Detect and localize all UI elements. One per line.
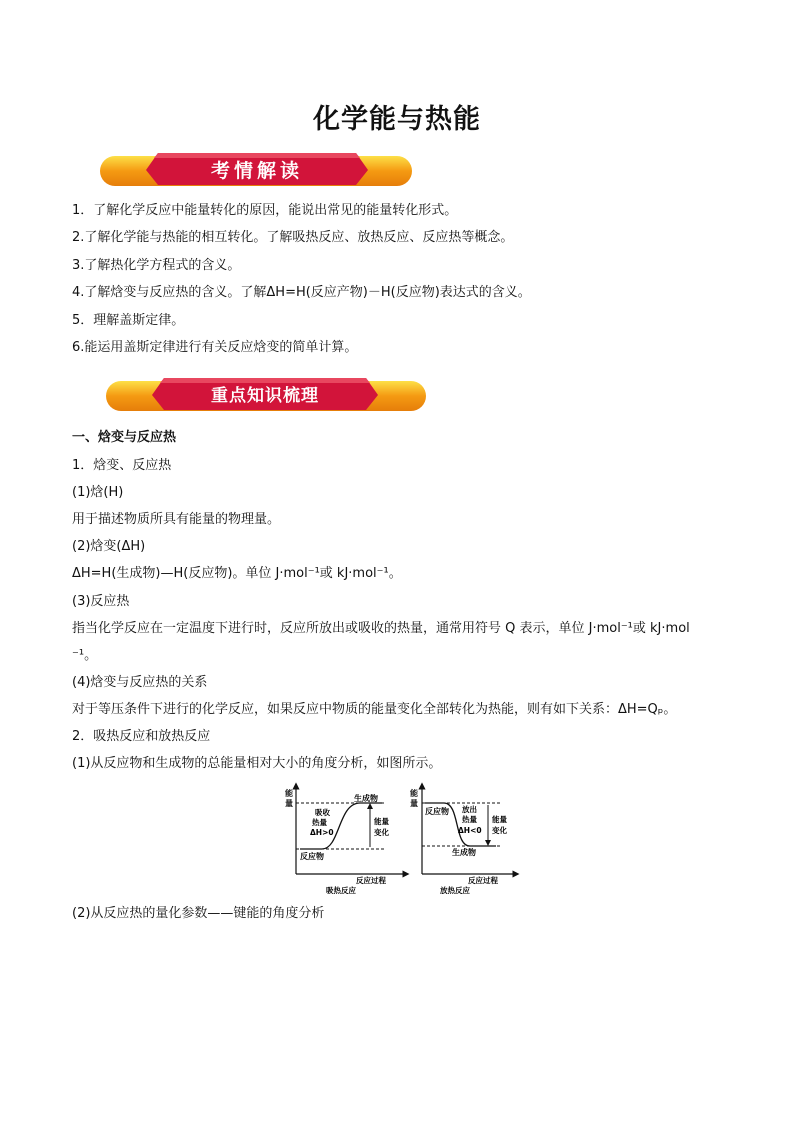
exam-analysis-banner [98,150,414,190]
delta-label: (2)焓变(ΔH) [72,539,146,554]
delta-text: ΔH=H(生成物)—H(反应物)。单位 J·mol⁻¹或 kJ·mol⁻¹。 [72,566,402,581]
objective-4: 4.了解焓变与反应热的含义。了解ΔH=H(反应产物)－H(反应物)表达式的含义。 [72,285,531,300]
exo-x-label: 反应过程 [468,876,498,885]
objective-5: 5．理解盖斯定律。 [72,313,185,328]
endothermic-diagram [285,786,406,894]
key-knowledge-banner [104,375,428,415]
subsection-2: 2．吸热反应和放热反应 [72,729,211,744]
relation-text: 对于等压条件下进行的化学反应，如果反应中物质的能量变化全部转化为热能，则有如下关系：ΔH=Qₚ。 [72,702,677,717]
objective-3: 3.了解热化学方程式的含义。 [72,258,241,273]
exo-release-2: 热量 [462,815,477,824]
energy-diagram [282,782,522,898]
endo-change-1: 能量 [374,817,389,826]
heat-label: (3)反应热 [72,594,130,609]
endo-y-label-1: 能 [285,789,293,798]
exo-y-label-1: 能 [410,789,418,798]
heat-text-1: 指当化学反应在一定温度下进行时，反应所放出或吸收的热量，通常用符号 Q 表示，单位 J·mol⁻¹或 kJ·mol [72,621,690,636]
exo-release-1: 放出 [462,805,477,814]
endo-reactant: 反应物 [300,852,324,861]
subsection-1: 1．焓变、反应热 [72,458,172,473]
objective-1: 1．了解化学反应中能量转化的原因，能说出常见的能量转化形式。 [72,203,458,218]
relation-label: (4)焓变与反应热的关系 [72,675,208,690]
key-knowledge-banner-text: 重点知识梳理 [211,386,319,406]
section-heading: 一、焓变与反应热 [72,430,177,445]
endo-dh: ΔH>0 [310,828,334,837]
page-title: 化学能与热能 [313,104,481,135]
endo-change-2: 变化 [374,828,389,837]
heat-text-2: ⁻¹。 [72,648,98,663]
exo-dh: ΔH<0 [458,826,482,835]
endo-absorb-1: 吸收 [315,808,330,817]
exo-product: 生成物 [452,848,476,857]
exo-y-label-2: 量 [410,799,418,808]
endo-x-label: 反应过程 [356,876,386,885]
objective-2: 2.了解化学能与热能的相互转化。了解吸热反应、放热反应、反应热等概念。 [72,230,514,245]
endo-absorb-2: 热量 [312,818,327,827]
endo-product: 生成物 [354,794,378,803]
enthalpy-label: (1)焓(H) [72,485,124,500]
exo-caption: 放热反应 [440,886,470,894]
exam-analysis-banner-text: 考情解读 [210,160,304,182]
exo-change-1: 能量 [492,815,507,824]
endo-y-label-2: 量 [285,799,293,808]
exothermic-diagram [410,786,516,894]
exo-change-2: 变化 [492,826,507,835]
exo-reactant: 反应物 [425,807,449,816]
endo-caption: 吸热反应 [326,886,356,894]
objective-6: 6.能运用盖斯定律进行有关反应焓变的简单计算。 [72,340,358,355]
total-energy-text: (1)从反应物和生成物的总能量相对大小的角度分析，如图所示。 [72,756,442,771]
enthalpy-text: 用于描述物质所具有能量的物理量。 [72,512,281,527]
bond-energy-text: (2)从反应热的量化参数——键能的角度分析 [72,906,325,921]
